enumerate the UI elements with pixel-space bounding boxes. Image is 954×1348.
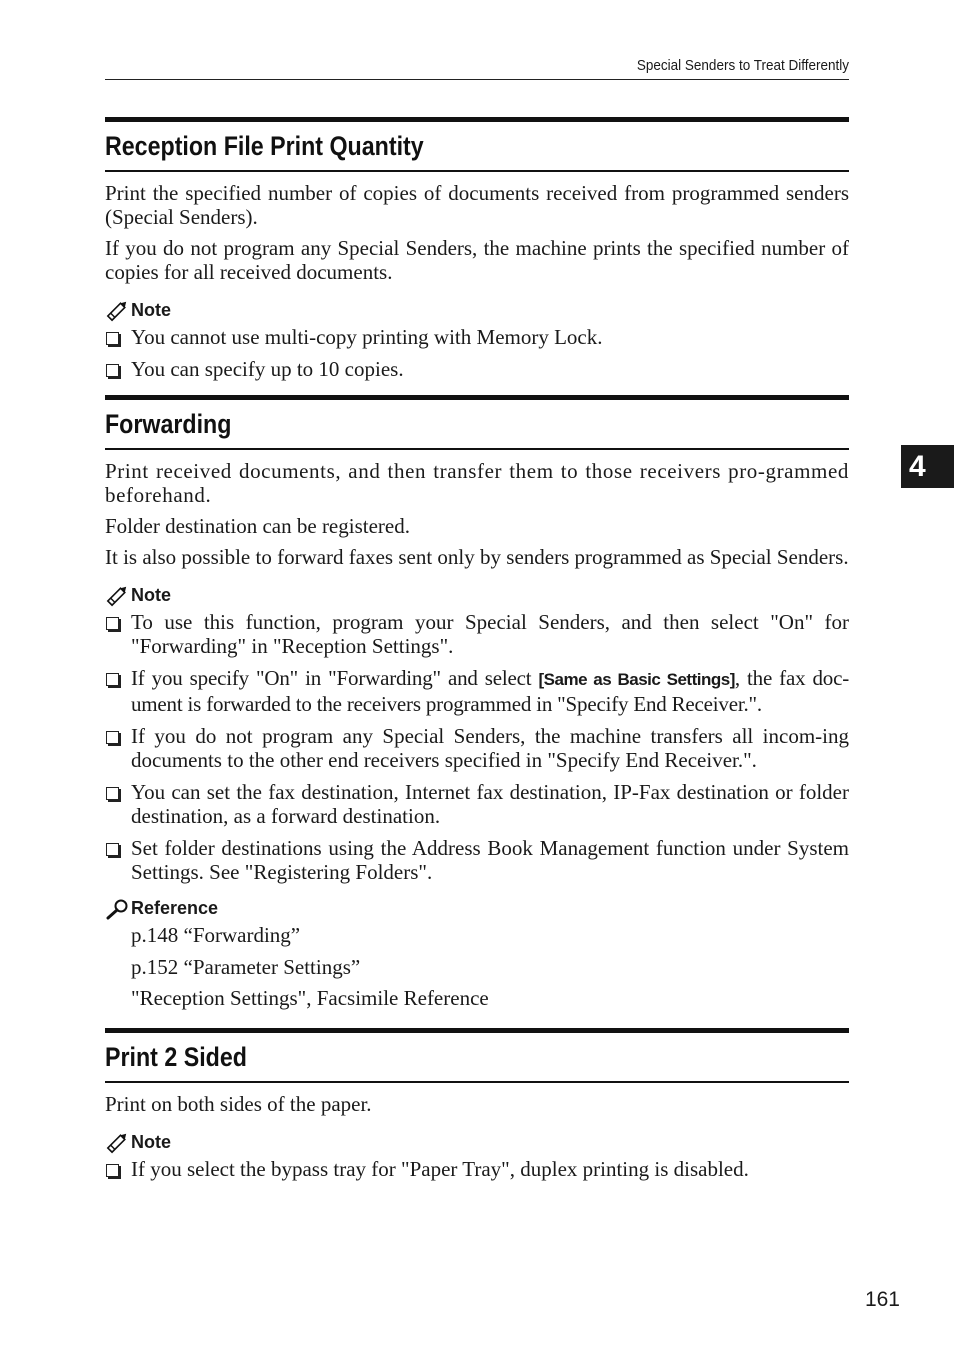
- note-text-after: , the fax doc-ument is forwarded to the receivers programmed in "Specify End Receiver.".: [131, 666, 849, 716]
- running-head: Special Senders to Treat Differently: [636, 57, 849, 74]
- header-rule: [105, 79, 849, 80]
- list-item: [105, 325, 849, 349]
- note-list: [105, 1157, 849, 1181]
- checkbox-bullet-icon: [106, 332, 119, 345]
- chapter-tab: 4: [901, 445, 954, 488]
- section-title: Reception File Print Quantity: [105, 131, 424, 161]
- reference-item: "Reception Settings", Facsimile Reference: [131, 986, 489, 1010]
- reference-heading: [105, 896, 849, 920]
- paragraph: Print received documents, and then transfer them to those receivers pro-grammed beforehand.: [105, 459, 849, 507]
- note-text: To use this function, program your Special Senders, and then select "On" for "Forwarding" in "Reception Settings".: [131, 610, 849, 658]
- pencil-icon: [105, 300, 131, 322]
- note-list: [105, 325, 849, 381]
- note-list: [105, 610, 849, 884]
- section-forwarding: [105, 395, 849, 1010]
- paragraph: Folder destination can be registered.: [105, 514, 410, 538]
- reference-list: [131, 923, 849, 1010]
- section-title: Print 2 Sided: [105, 1042, 247, 1072]
- reference-link[interactable]: p.148 “Forwarding”: [131, 923, 301, 947]
- section-bottom-rule: [105, 448, 849, 450]
- note-text: You can specify up to 10 copies.: [131, 357, 404, 381]
- checkbox-bullet-icon: [106, 673, 119, 686]
- paragraph: Print the specified number of copies of documents received from programmed senders (Special Senders).: [105, 181, 849, 229]
- magnifier-icon: [105, 898, 131, 920]
- note-label: Note: [131, 300, 171, 320]
- page-content: [105, 117, 849, 1189]
- section-reception-file-print-quantity: [105, 117, 849, 381]
- list-item: [105, 610, 849, 658]
- note-text: You cannot use multi-copy printing with Memory Lock.: [131, 325, 603, 349]
- reference-label: Reference: [131, 898, 219, 918]
- note-text: If you select the bypass tray for "Paper Tray", duplex printing is disabled.: [131, 1157, 749, 1181]
- note-label: Note: [131, 1132, 171, 1152]
- note-text: If you do not program any Special Senders, the machine transfers all incom-ing documents to the other end receivers specified in "Specify End Receiver.".: [131, 724, 849, 772]
- pencil-icon: [105, 1132, 131, 1154]
- section-bottom-rule: [105, 1081, 849, 1083]
- section-bottom-rule: [105, 170, 849, 172]
- paragraph: If you do not program any Special Senders, the machine prints the specified number of copies for all received documents.: [105, 236, 849, 284]
- note-text: Set folder destinations using the Address Book Management function under System Settings. See "Registering Folders".: [131, 836, 849, 884]
- list-item: [105, 666, 849, 716]
- checkbox-bullet-icon: [106, 1164, 119, 1177]
- list-item: [105, 357, 849, 381]
- note-heading: [105, 583, 849, 607]
- paragraph: Print on both sides of the paper.: [105, 1092, 372, 1116]
- note-label: Note: [131, 585, 171, 605]
- checkbox-bullet-icon: [106, 364, 119, 377]
- list-item: [105, 780, 849, 828]
- key-label-same-as-basic-settings: [Same as Basic Settings]: [538, 670, 735, 689]
- checkbox-bullet-icon: [106, 617, 119, 630]
- checkbox-bullet-icon: [106, 731, 119, 744]
- list-item: [105, 836, 849, 884]
- note-text: You can set the fax destination, Internet fax destination, IP-Fax destination or folder destination, as a forward destination.: [131, 780, 849, 828]
- checkbox-bullet-icon: [106, 843, 119, 856]
- checkbox-bullet-icon: [106, 787, 119, 800]
- page-number: 161: [864, 1288, 900, 1311]
- note-heading: [105, 298, 849, 322]
- list-item: [105, 724, 849, 772]
- note-heading: [105, 1130, 849, 1154]
- note-text-before: If you specify "On" in "Forwarding" and select: [131, 666, 539, 690]
- section-print-2-sided: [105, 1028, 849, 1181]
- paragraph: It is also possible to forward faxes sent only by senders programmed as Special Senders.: [105, 545, 849, 569]
- reference-link[interactable]: p.152 “Parameter Settings”: [131, 954, 361, 979]
- list-item: [105, 1157, 849, 1181]
- section-title: Forwarding: [105, 409, 232, 439]
- pencil-icon: [105, 585, 131, 607]
